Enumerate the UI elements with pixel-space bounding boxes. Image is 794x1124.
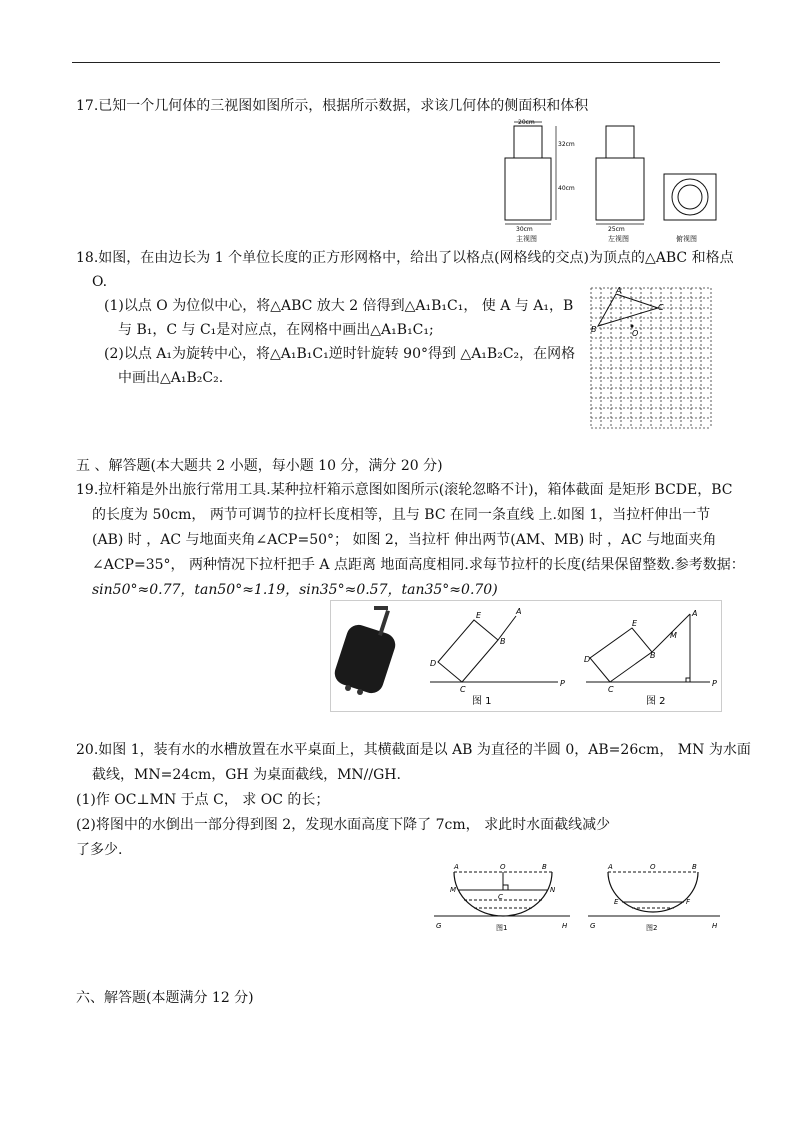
section-5-heading: 五 、解答题(本大题共 2 小题，每小题 10 分，满分 20 分) [76, 458, 443, 474]
fig2-caption: 图 2 [646, 696, 666, 707]
q20-line3: (1)作 OC⊥MN 于点 C， 求 OC 的长； [76, 792, 330, 808]
q18-grid-figure [588, 284, 720, 434]
fig2-label-E: E [632, 619, 638, 628]
f1-label-N: N [550, 886, 556, 894]
q17-text: 17.已知一个几何体的三视图如图所示，根据所示数据，求该几何体的侧面积和体积 [76, 98, 589, 114]
q18-line1: 18.如图，在由边长为 1 个单位长度的正方形网格中，给出了以格点(网格线的交点)为顶点的△ABC 和格点 [76, 250, 734, 266]
q19-line3: (AB) 时 ，AC 与地面夹角∠ACP=50°； 如图 2，当拉杆 伸出两节(AM、MB) 时 ，AC 与地面夹角 [92, 532, 717, 548]
f1-caption: 图1 [496, 924, 508, 932]
label-A: A [616, 286, 622, 295]
f1-label-C: C [498, 893, 503, 901]
dim-top-height: 32cm [558, 141, 575, 148]
dim-top-width: 20cm [518, 119, 535, 126]
fig1-label-D: D [430, 659, 437, 668]
f1-label-B: B [542, 863, 547, 871]
dim-bottom-height: 40cm [558, 185, 575, 192]
f2-caption: 图2 [646, 924, 658, 932]
q20-line4: (2)将图中的水倒出一部分得到图 2，发现水面高度下降了 7cm， 求此时水面截线减少 [76, 817, 611, 833]
fig1-label-E: E [476, 611, 482, 620]
q18-part2-a: (2)以点 A₁为旋转中心，将△A₁B₁C₁逆时针旋转 90°得到 △A₁B₂C₂，在网格 [104, 346, 576, 362]
caption-top-view: 俯视图 [676, 235, 697, 243]
f1-label-G: G [436, 922, 442, 930]
q18-part1-a: (1)以点 O 为位似中心，将△ABC 放大 2 倍得到△A₁B₁C₁， 使 A 与 A₁，B [104, 298, 574, 314]
q20-line2: 截线，MN=24cm，GH 为桌面截线，MN//GH. [92, 767, 401, 783]
header-rule [72, 62, 720, 63]
label-O: O [632, 329, 639, 338]
q19-line1: 19.拉杆箱是外出旅行常用工具.某种拉杆箱示意图如图所示(滚轮忽略不计)，箱体截面 是矩形 BCDE，BC [76, 482, 733, 498]
q20-water-tank-figure [430, 858, 722, 940]
q19-line2: 的长度为 50cm， 两节可调节的拉杆长度相等，且与 BC 在同一条直线 上.如图 1，当拉杆伸出一节 [92, 507, 711, 523]
q17-three-view-figure [496, 116, 722, 244]
f1-label-M: M [450, 886, 457, 894]
caption-front-view: 主视图 [516, 235, 537, 243]
q19-luggage-figure [330, 600, 722, 712]
f2-label-H: H [712, 922, 718, 930]
fig2-label-M: M [670, 631, 677, 640]
f1-label-H: H [562, 922, 568, 930]
f2-label-F: F [686, 898, 691, 906]
q18-part2-b: 中画出△A₁B₂C₂. [118, 370, 224, 386]
f2-label-A: A [608, 863, 613, 871]
q19-line5: sin50°≈0.77，tan50°≈1.19，sin35°≈0.57，tan35°≈0.70) [92, 582, 498, 598]
f2-label-B: B [692, 863, 697, 871]
fig2-label-B: B [650, 651, 656, 660]
section-6-heading: 六、解答题(本题满分 12 分) [76, 990, 254, 1006]
fig1-caption: 图 1 [472, 696, 492, 707]
fig1-label-C: C [460, 685, 466, 694]
fig1-label-A: A [516, 607, 522, 616]
f1-label-A: A [454, 863, 459, 871]
suitcase-photo [332, 606, 399, 696]
label-C: C [658, 303, 664, 312]
q18-line2: O. [92, 274, 108, 290]
caption-left-view: 左视图 [608, 235, 629, 243]
fig2-label-A: A [692, 609, 698, 618]
q20-line5: 了多少. [76, 842, 123, 858]
f2-label-G: G [590, 922, 596, 930]
dim-left-width: 25cm [608, 226, 625, 233]
q18-part1-b: 与 B₁，C 与 C₁是对应点，在网格中画出△A₁B₁C₁; [118, 322, 434, 338]
fig2-label-D: D [584, 655, 591, 664]
f2-label-O: O [650, 863, 656, 871]
label-B: B [591, 325, 597, 334]
fig1-label-P: P [560, 679, 565, 688]
f1-label-O: O [500, 863, 506, 871]
q19-line4: ∠ACP=35°， 两种情况下拉杆把手 A 点距离 地面高度相同.求每节拉杆的长度(结果保留整数.参考数据： [92, 557, 745, 573]
q20-line1: 20.如图 1，装有水的水槽放置在水平桌面上，其横截面是以 AB 为直径的半圆 0，AB=26cm， MN 为水面 [76, 742, 751, 758]
f2-label-E: E [614, 898, 619, 906]
fig2-label-C: C [608, 685, 614, 694]
dim-bottom-width: 30cm [516, 226, 533, 233]
fig2-label-P: P [712, 679, 717, 688]
fig1-label-B: B [500, 637, 506, 646]
